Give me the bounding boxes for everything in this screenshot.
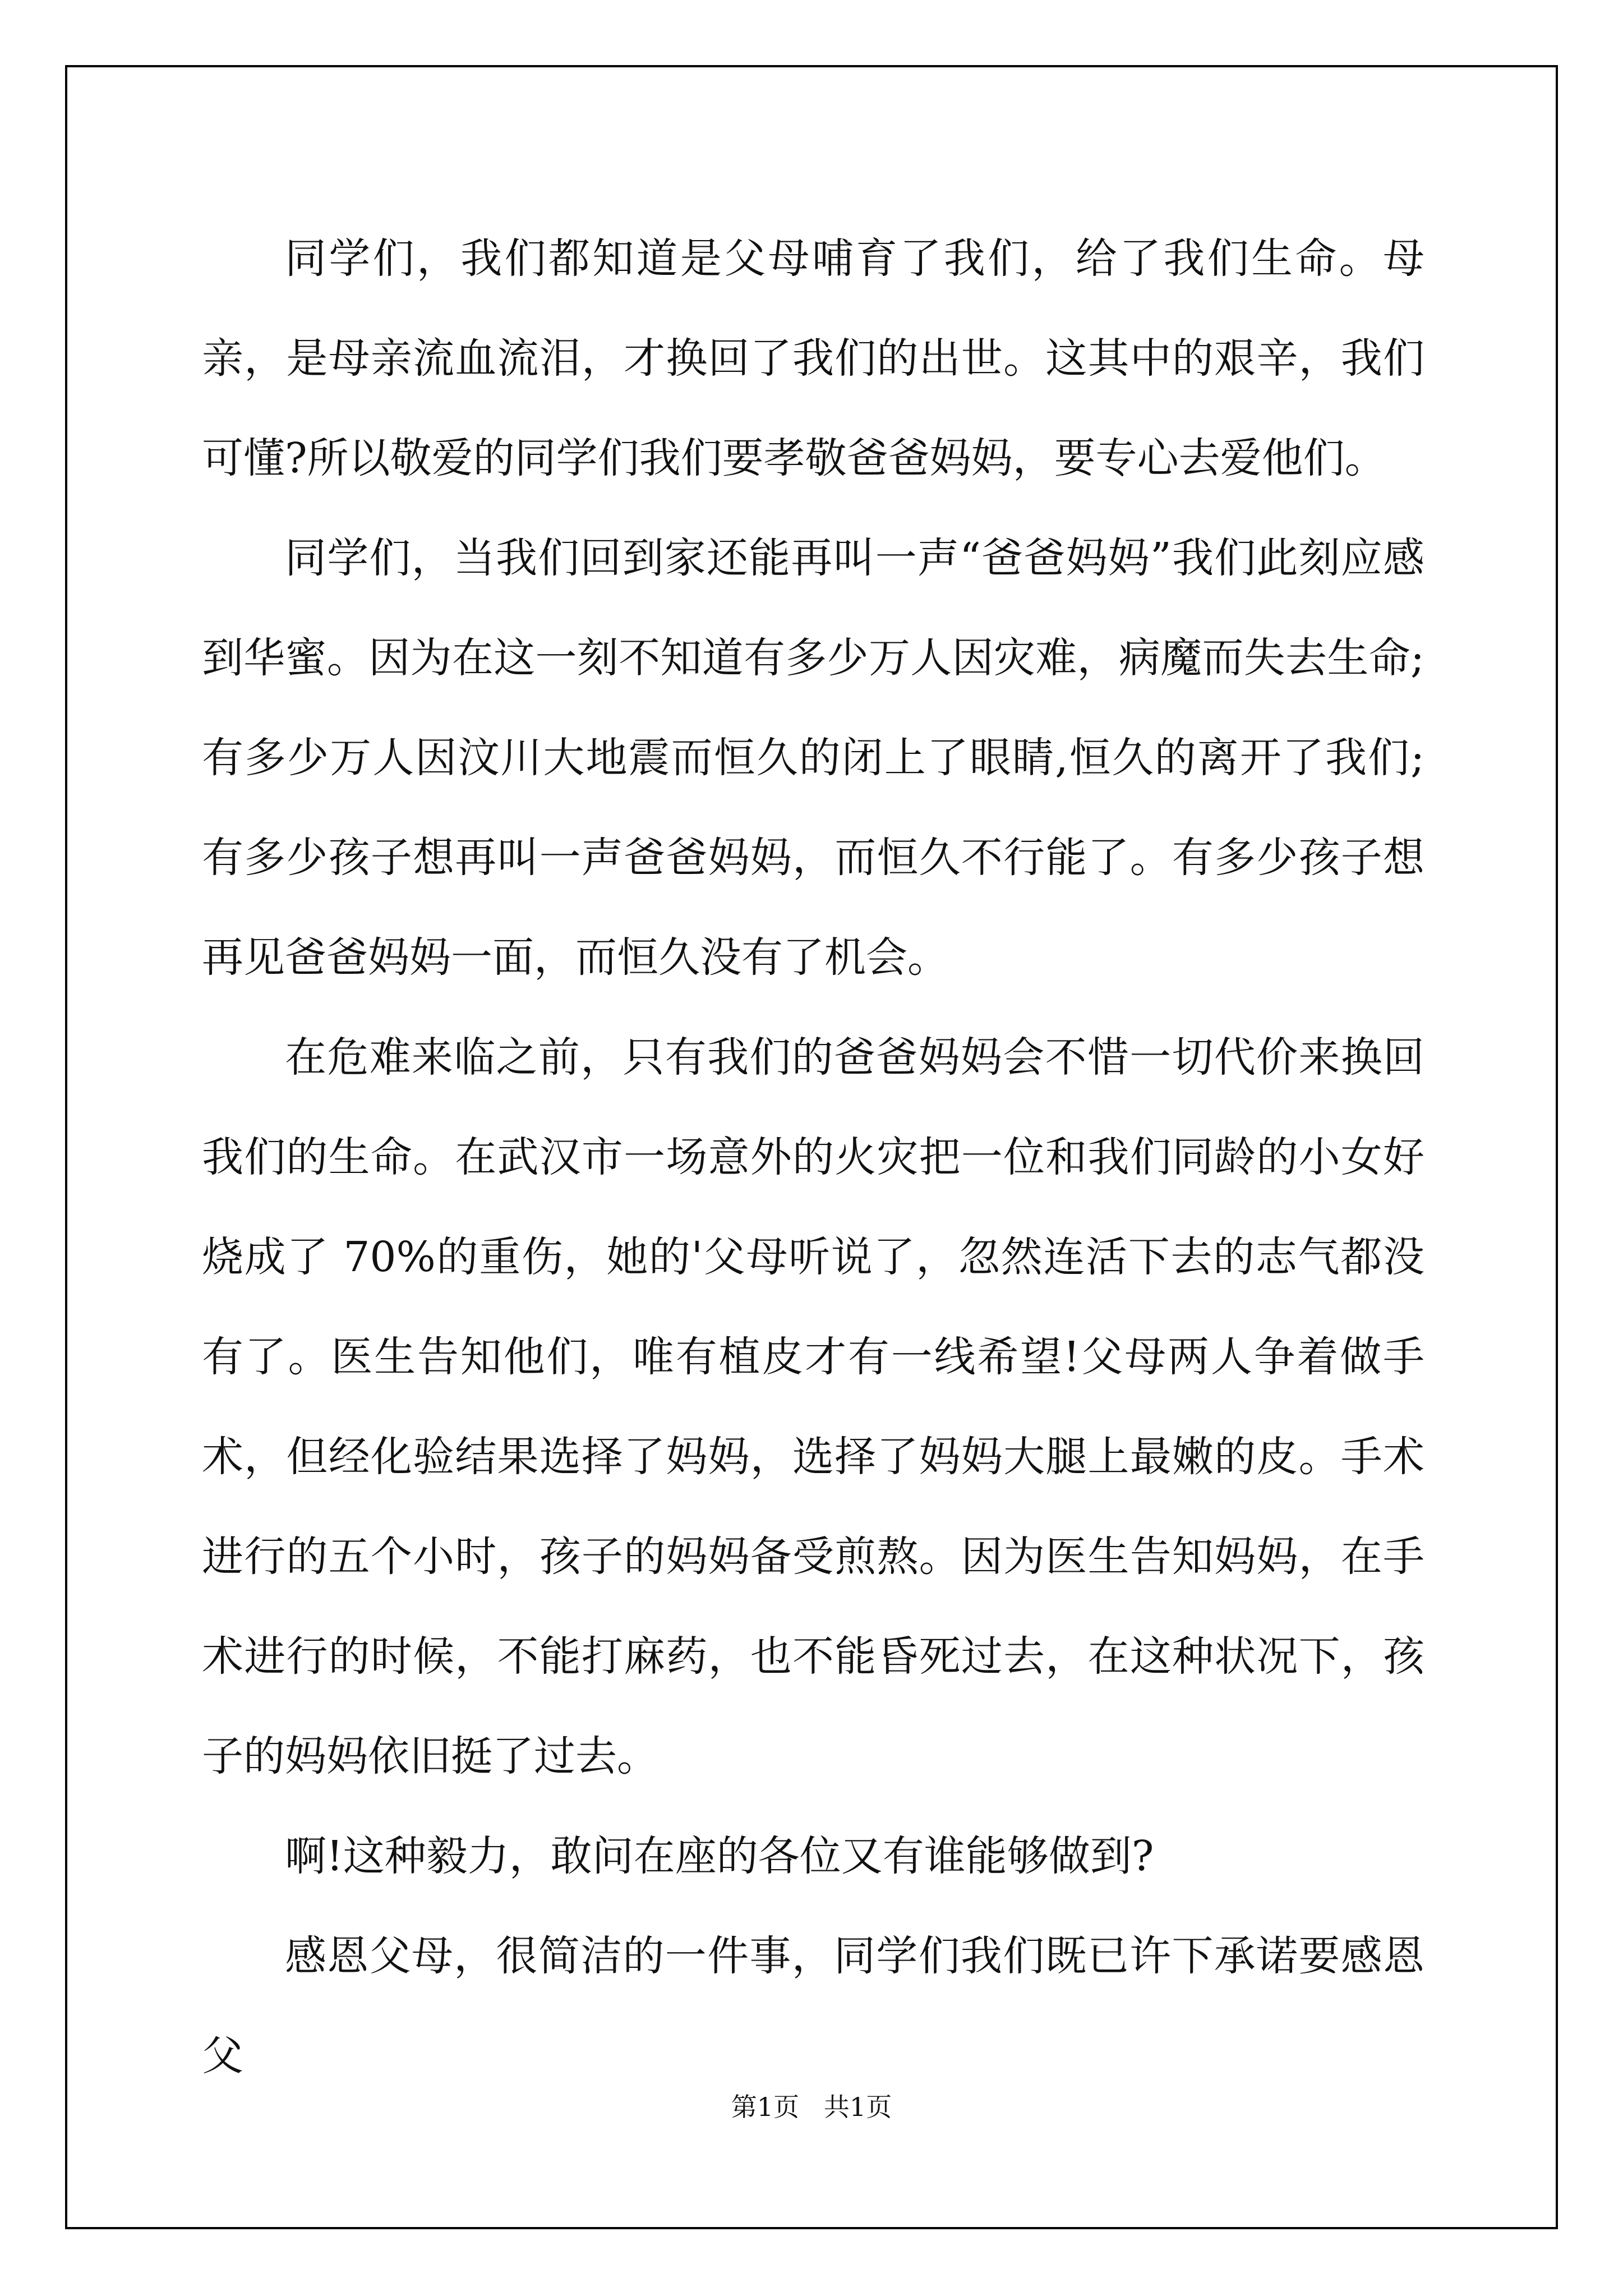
paragraph-5: 感恩父母，很简洁的一件事，同学们我们既已许下承诺要感恩父 [202, 1932, 1424, 2080]
document-body [202, 209, 1424, 2106]
paragraph-4: 啊!这种毅力，敢问在座的各位又有谁能够做到? [285, 1832, 1154, 1880]
paragraph-2: 同学们，当我们回到家还能再叫一声“爸爸妈妈”我们此刻应感到华蜜。因为在这一刻不知道有多少万人因灾难，病魔而失去生命;有多少万人因汶川大地震而恒久的闭上了眼睛,恒久的离开了我们;有多少孩子想再叫一声爸爸妈妈，而恒久不行能了。有多少孩子想再见爸爸妈妈一面，而恒久没有了机会。 [202, 534, 1424, 982]
page-number-footer: 第1页 共1页 [731, 2092, 892, 2122]
paragraph-1: 同学们，我们都知道是父母哺育了我们，给了我们生命。母亲，是母亲流血流泪，才换回了我们的出世。这其中的艰辛，我们可懂?所以敬爱的同学们我们要孝敬爸爸妈妈，要专心去爱他们。 [202, 234, 1424, 482]
paragraph-3: 在危难来临之前，只有我们的爸爸妈妈会不惜一切代价来换回我们的生命。在武汉市一场意外的火灾把一位和我们同龄的小女好烧成了 70%的重伤，她的'父母听说了，忽然连活下去的志气都没有了。医生告知他们，唯有植皮才有一线希望!父母两人争着做手术，但经化验结果选择了妈妈，选择了妈妈大腿上最嫩的皮。手术进行的五个小时，孩子的妈妈备受煎熬。因为医生告知妈妈，在手术进行的时候，不能打麻药，也不能昏死过去，在这种状况下，孩子的妈妈依旧挺了过去。 [202, 1033, 1424, 1780]
